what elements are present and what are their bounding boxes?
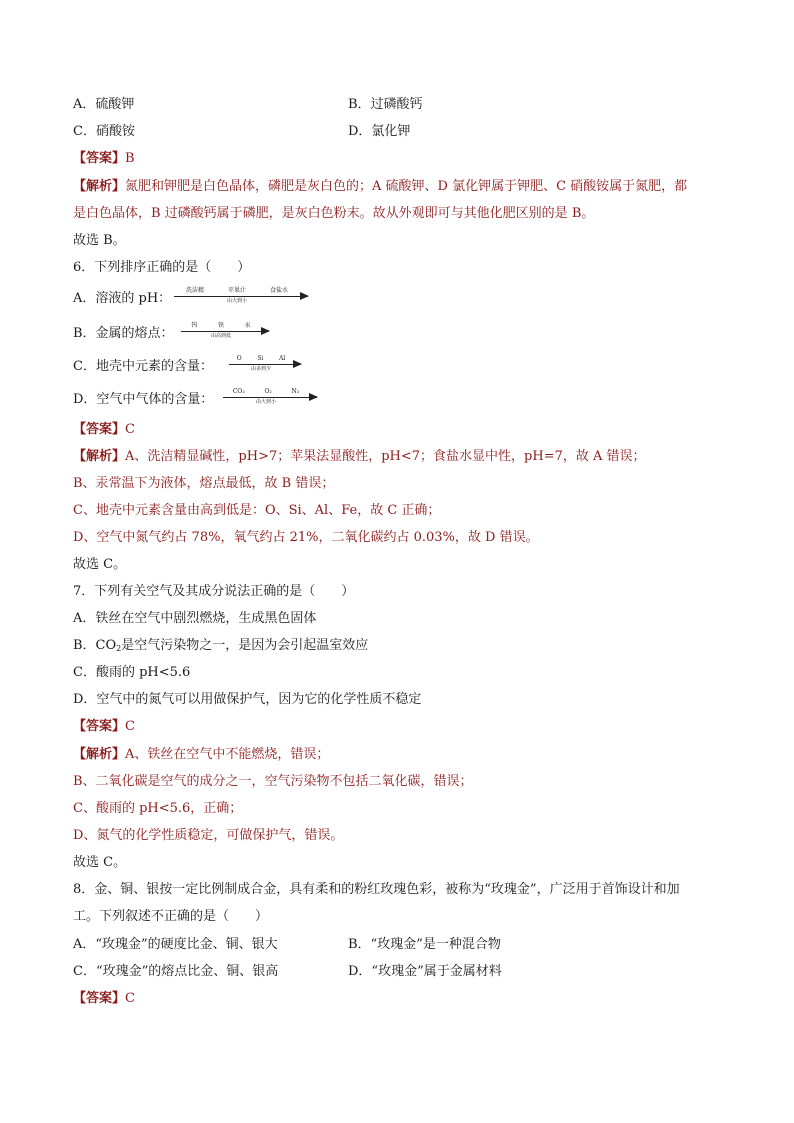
q7-option-d: D．空气中的氮气可以用做保护气，因为它的化学性质不稳定 xyxy=(73,692,422,707)
q6-answer xyxy=(73,421,135,439)
arrow-words xyxy=(223,388,309,395)
arrow-line xyxy=(229,364,301,365)
answer-value: C xyxy=(125,991,135,1006)
q6-analysis-line-1 xyxy=(73,448,646,466)
q7-stem: 7．下列有关空气及其成分说法正确的是（ ） xyxy=(73,584,355,599)
arrow-word: Si xyxy=(257,355,264,362)
q6-analysis-line-4: D、空气中氮气约占 78%，氧气约占 21%，二氧化碳约占 0.03%，故 D 错误。 xyxy=(73,530,539,545)
arrow-word: 食盐水 xyxy=(269,287,288,294)
arrow-word: Al xyxy=(278,355,286,362)
arrow-word: CO₂ xyxy=(232,388,245,395)
option-label: D．空气中气体的含量： xyxy=(73,392,214,407)
q5-analysis-line-2: 是白色晶体，B 过磷酸钙属于磷肥，是灰白色粉末。故从外观即可与其他化肥区别的是 B。 xyxy=(73,206,595,221)
q6-conclusion: 故选 C。 xyxy=(73,557,127,572)
answer-value: C xyxy=(125,422,135,437)
option-text: 是空气污染物之一，是因为会引起温室效应 xyxy=(121,638,369,653)
q7-conclusion: 故选 C。 xyxy=(73,855,127,870)
q6-option-c xyxy=(73,358,213,376)
answer-tag: 【答案】 xyxy=(73,422,126,437)
arrow-word: 苹果汁 xyxy=(227,287,246,294)
analysis-text: 氮肥和钾肥是白色晶体，磷肥是灰白色的；A 硫酸钾、D 氯化钾属于钾肥、C 硝酸铵属于氮肥，都 xyxy=(125,179,688,194)
arrow-head-icon xyxy=(293,360,302,368)
q5-option-d: D．氯化钾 xyxy=(348,124,411,139)
arrow-head-icon xyxy=(300,292,309,300)
q6-analysis-line-3: C、地壳中元素含量由高到低是：O、Si、Al、Fe，故 C 正确； xyxy=(73,503,441,518)
q7-option-c: C．酸雨的 pH<5.6 xyxy=(73,665,191,680)
arrow-words xyxy=(229,355,293,362)
q5-answer xyxy=(73,150,135,168)
q8-answer xyxy=(73,990,135,1008)
q7-analysis-line-2: B、二氧化碳是空气的成分之一，空气污染物不包括二氧化碳，错误； xyxy=(73,774,473,789)
q8-option-c: C．“玫瑰金”的熔点比金、铜、银高 xyxy=(73,964,279,979)
answer-value: B xyxy=(125,151,135,166)
arrow-word: O xyxy=(236,355,242,362)
q6-option-a xyxy=(73,290,171,308)
q8-option-d: D．“玫瑰金”属于金属材料 xyxy=(348,964,502,979)
q6-stem: 6．下列排序正确的是（ ） xyxy=(73,260,251,275)
q6-analysis-line-2: B、汞常温下为液体，熔点最低，故 B 错误； xyxy=(73,476,335,491)
answer-value: C xyxy=(125,719,135,734)
q5-option-a: A．硫酸钾 xyxy=(73,97,135,112)
answer-tag: 【答案】 xyxy=(73,151,126,166)
q6-option-b-arrow xyxy=(181,322,269,343)
arrow-caption: 由高到低 xyxy=(210,333,231,339)
analysis-text: A、铁丝在空气中不能燃烧，错误； xyxy=(125,747,330,762)
arrow-caption: 由大到小 xyxy=(226,298,247,304)
q7-analysis-line-3: C、酸雨的 pH<5.6，正确； xyxy=(73,801,243,816)
arrow-word: O₂ xyxy=(264,388,272,395)
arrow-word: 汞 xyxy=(244,322,251,329)
option-label: C．地壳中元素的含量： xyxy=(73,359,213,374)
q7-answer xyxy=(73,718,135,736)
q6-option-b xyxy=(73,325,174,343)
q7-option-b xyxy=(73,637,368,658)
q7-analysis-line-1 xyxy=(73,746,329,764)
q7-analysis-line-4: D、氮气的化学性质稳定，可做保护气，错误。 xyxy=(73,828,344,843)
arrow-line xyxy=(174,296,308,297)
q8-stem-line-2: 工。下列叙述不正确的是（ ） xyxy=(73,909,269,924)
q8-stem-line-1: 8．金、铜、银按一定比例制成合金，具有柔和的粉红玫瑰色彩，被称为“玫瑰金”，广泛用于首饰设计和加 xyxy=(73,882,680,897)
arrow-words xyxy=(174,287,300,294)
analysis-tag: 【解析】 xyxy=(73,449,126,464)
answer-tag: 【答案】 xyxy=(73,719,126,734)
analysis-text: A、洗洁精显碱性，pH>7；苹果法显酸性，pH<7；食盐水显中性，pH=7，故 A 错误； xyxy=(125,449,646,464)
arrow-line xyxy=(223,397,317,398)
arrow-caption: 由大到小 xyxy=(255,399,276,405)
arrow-word: 钨 xyxy=(191,322,198,329)
option-text: B．CO xyxy=(73,638,117,653)
q8-option-a: A．“玫瑰金”的硬度比金、铜、银大 xyxy=(73,937,278,952)
q5-option-c: C．硝酸铵 xyxy=(73,124,135,139)
arrow-head-icon xyxy=(309,393,318,401)
q6-option-d xyxy=(73,391,213,409)
q5-analysis-line-1 xyxy=(73,178,687,196)
arrow-words xyxy=(181,322,261,329)
option-label: A．溶液的 pH： xyxy=(73,291,172,306)
arrow-word: 铁 xyxy=(217,322,224,329)
q7-option-a: A．铁丝在空气中剧烈燃烧，生成黑色固体 xyxy=(73,611,317,626)
subscript: 2 xyxy=(116,644,122,653)
analysis-tag: 【解析】 xyxy=(73,179,126,194)
q6-option-d-arrow xyxy=(223,388,317,409)
q6-option-c-arrow xyxy=(229,355,301,376)
option-label: B．金属的熔点： xyxy=(73,326,174,341)
arrow-line xyxy=(181,331,269,332)
q8-option-b: B．“玫瑰金”是一种混合物 xyxy=(348,937,501,952)
arrow-caption: 由多到少 xyxy=(250,366,271,372)
arrow-word: N₂ xyxy=(291,388,300,395)
q5-conclusion: 故选 B。 xyxy=(73,233,126,248)
q5-option-b: B．过磷酸钙 xyxy=(348,97,423,112)
analysis-tag: 【解析】 xyxy=(73,747,126,762)
answer-tag: 【答案】 xyxy=(73,991,126,1006)
q6-option-a-arrow xyxy=(174,287,308,308)
arrow-head-icon xyxy=(261,327,270,335)
arrow-word: 洗洁精 xyxy=(185,287,204,294)
